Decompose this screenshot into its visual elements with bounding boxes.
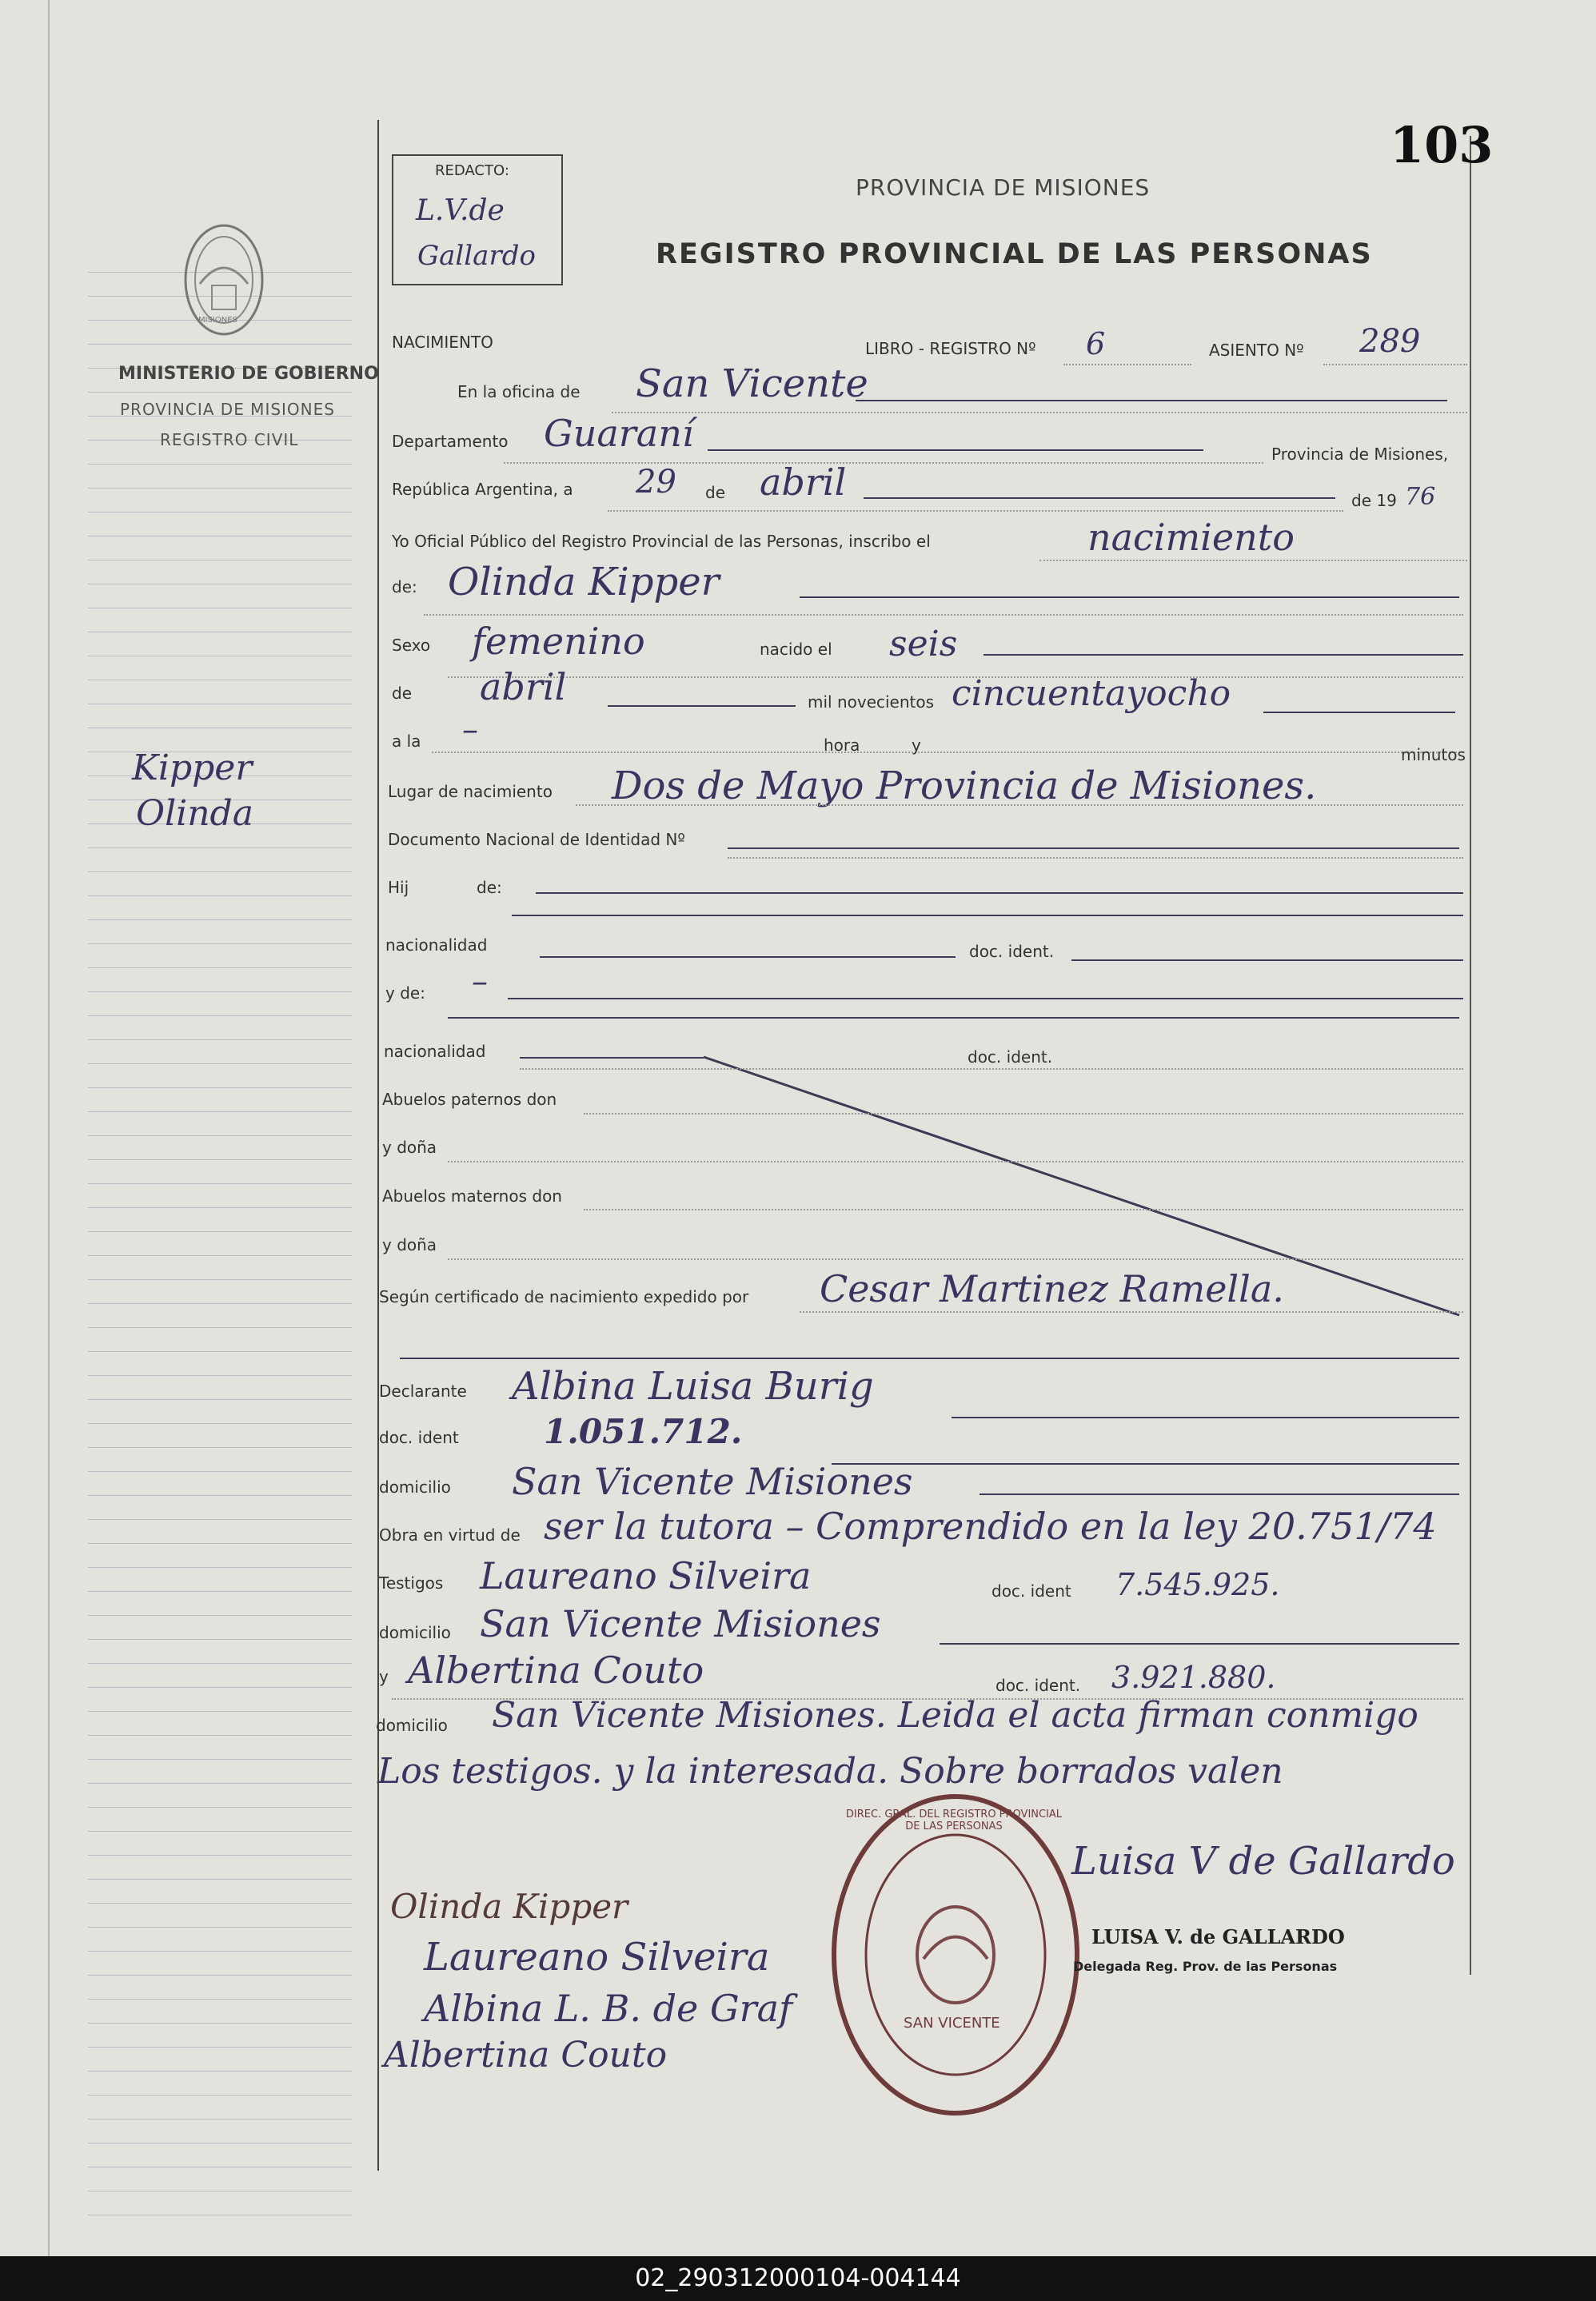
- testigo2-doc-label: doc. ident.: [996, 1676, 1081, 1695]
- nacido-label: nacido el: [760, 640, 832, 659]
- declarante-line: [952, 1417, 1459, 1418]
- certificado-line2: [400, 1358, 1459, 1359]
- image-id-footer: 02_290312000104-004144: [0, 2256, 1596, 2301]
- ministry-name: MINISTERIO DE GOBIERNO: [118, 364, 379, 384]
- sexo-label: Sexo: [392, 636, 431, 655]
- ala-value: –: [462, 712, 478, 748]
- domicilio2-value: San Vicente Misiones: [480, 1602, 881, 1645]
- yo-value: nacimiento: [1087, 516, 1295, 559]
- signature-albina: Albina L. B. de Graf: [424, 1987, 793, 2030]
- dia-value: 29: [636, 464, 676, 500]
- de2-label: de: [392, 684, 412, 703]
- testigo2-doc: 3.921.880.: [1111, 1660, 1276, 1695]
- seal-label: MISIONES: [198, 316, 237, 325]
- official-title: Delegada Reg. Prov. de las Personas: [1073, 1959, 1338, 1974]
- signature-albertina: Albertina Couto: [384, 2035, 668, 2076]
- ministry-civil: REGISTRO CIVIL: [160, 430, 299, 449]
- registry-seal-stamp: [824, 1787, 1087, 2123]
- testigo1-doc-label: doc. ident: [992, 1581, 1071, 1601]
- de3-label: de:: [477, 878, 502, 897]
- obra-value: ser la tutora – Comprendido en la ley 20.751/74: [544, 1505, 1437, 1548]
- redacto-line2: Gallardo: [417, 240, 536, 272]
- nacido-value: seis: [889, 624, 958, 664]
- departamento-value: Guaraní: [544, 412, 694, 455]
- yde-label: y de:: [385, 983, 425, 1003]
- domicilio-line: [980, 1493, 1459, 1495]
- y-label: y: [912, 736, 921, 755]
- lugar-label: Lugar de nacimiento: [388, 782, 553, 801]
- docident-label: doc. ident.: [969, 942, 1055, 961]
- de-label: de: [705, 483, 725, 502]
- seal-text: DIREC. GRAL. DEL REGISTRO PROVINCIAL DE LAS PERSONAS: [845, 1808, 1063, 1832]
- abuelos-m-label: Abuelos maternos don: [382, 1186, 562, 1206]
- margin-note-surname: Kipper: [132, 748, 253, 788]
- testigo1-doc: 7.545.925.: [1115, 1567, 1280, 1602]
- mes2-value: abril: [480, 665, 567, 708]
- certificado-label: Según certificado de nacimiento expedido por: [379, 1287, 749, 1306]
- obra-label: Obra en virtud de: [379, 1525, 521, 1545]
- redacto-line1: L.V.de: [416, 194, 505, 227]
- testigo2-value: Albertina Couto: [408, 1649, 704, 1692]
- page-number: 103: [1390, 116, 1494, 174]
- minutos-label: minutos: [1401, 745, 1466, 764]
- anio-label: de 19: [1351, 491, 1397, 510]
- official-name: LUISA V. de GALLARDO: [1091, 1925, 1345, 1948]
- sexo-value: femenino: [472, 620, 645, 663]
- domicilio-label: domicilio: [379, 1478, 451, 1497]
- ydona-m-dot: [448, 1258, 1463, 1260]
- asiento-value: 289: [1359, 323, 1421, 360]
- ydona-p-dot: [448, 1161, 1463, 1162]
- libro-label: LIBRO - REGISTRO Nº: [865, 339, 1036, 358]
- republica-label: República Argentina, a: [392, 480, 573, 499]
- yde-value: –: [472, 963, 488, 1000]
- lugar-value: Dos de Mayo Provincia de Misiones.: [612, 764, 1317, 808]
- mil-label: mil novecientos: [808, 692, 935, 712]
- nacionalidad2-dot: [520, 1068, 1463, 1070]
- domicilio3-value: San Vicente Misiones. Leida el acta firman conmigo: [492, 1695, 1418, 1736]
- docid-value: 1.051.712.: [544, 1412, 743, 1451]
- y2-label: y: [379, 1667, 389, 1686]
- margin-note-name: Olinda: [136, 793, 253, 834]
- signature-laureano: Laureano Silveira: [424, 1935, 770, 1980]
- declarante-label: Declarante: [379, 1382, 467, 1401]
- ala-label: a la: [392, 732, 421, 751]
- de-nombre-label: de:: [392, 577, 417, 596]
- oficina-label: En la oficina de: [457, 382, 581, 401]
- nacionalidad2-label: nacionalidad: [384, 1042, 486, 1061]
- province-header: PROVINCIA DE MISIONES: [856, 174, 1151, 201]
- asiento-label: ASIENTO Nº: [1209, 341, 1304, 360]
- seal-bottom-text: SAN VICENTE: [904, 2015, 1000, 2032]
- hij-label: Hij: [388, 878, 409, 897]
- abuelos-p-dot: [584, 1113, 1463, 1115]
- dni-label: Documento Nacional de Identidad Nº: [388, 830, 685, 849]
- provincia-label: Provincia de Misiones,: [1271, 445, 1449, 464]
- nacimiento-label: NACIMIENTO: [392, 333, 493, 352]
- certificado-dot: [800, 1311, 1463, 1313]
- domicilio3-label: domicilio: [376, 1716, 448, 1735]
- certificado-value: Cesar Martinez Ramella.: [820, 1267, 1284, 1310]
- registry-title: REGISTRO PROVINCIAL DE LAS PERSONAS: [656, 238, 1373, 270]
- docid-label: doc. ident: [379, 1428, 459, 1447]
- redacto-title: REDACTO:: [435, 162, 509, 179]
- abuelos-m-dot: [584, 1209, 1463, 1210]
- testigo1-value: Laureano Silveira: [480, 1554, 812, 1597]
- ydona-p-label: y doña: [382, 1138, 437, 1157]
- domicilio2-line: [940, 1643, 1459, 1645]
- hora-label: hora: [824, 736, 860, 755]
- ydona-m-label: y doña: [382, 1235, 437, 1254]
- anio-value: 76: [1405, 483, 1436, 511]
- docident2-label: doc. ident.: [968, 1047, 1053, 1067]
- yo-label: Yo Oficial Público del Registro Provincial de las Personas, inscribo el: [392, 532, 931, 551]
- domicilio-value: San Vicente Misiones: [512, 1460, 913, 1503]
- official-signature: Luisa V de Gallardo: [1071, 1839, 1455, 1884]
- mes-value: abril: [760, 461, 847, 504]
- testigos-label: Testigos: [379, 1573, 444, 1593]
- ministry-province: PROVINCIA DE MISIONES: [120, 400, 335, 419]
- departamento-label: Departamento: [392, 432, 509, 451]
- anio2-value: cincuentayocho: [952, 673, 1231, 714]
- domicilio2-label: domicilio: [379, 1623, 451, 1642]
- nombre-value: Olinda Kipper: [448, 560, 720, 604]
- abuelos-p-label: Abuelos paternos don: [382, 1090, 557, 1109]
- signature-olinda: Olinda Kipper: [390, 1887, 628, 1926]
- declarante-value: Albina Luisa Burig: [512, 1364, 874, 1409]
- libro-value: 6: [1086, 326, 1106, 361]
- continuation-line: Los testigos. y la interesada. Sobre borrados valen: [377, 1751, 1283, 1792]
- nacionalidad-label: nacionalidad: [385, 935, 488, 955]
- docid-line: [832, 1463, 1459, 1465]
- oficina-value: San Vicente: [636, 361, 868, 406]
